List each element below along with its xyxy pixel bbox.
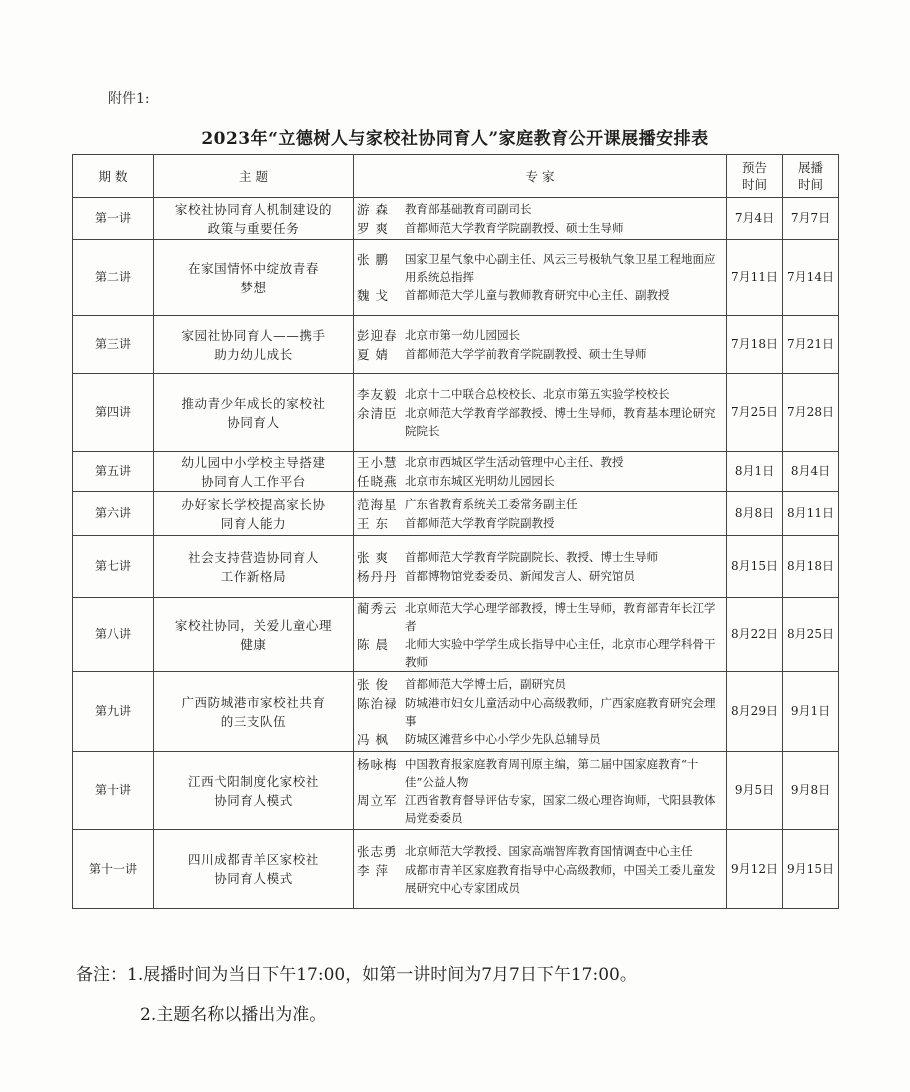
table-header-row: [73, 155, 839, 198]
cell-experts: [354, 374, 727, 452]
cell-preview-date: 8月1日: [727, 452, 783, 492]
expert-entry: [357, 599, 723, 635]
cell-experts: [354, 316, 727, 374]
expert-entry: [357, 385, 723, 404]
expert-name: 李 萍: [357, 862, 389, 878]
expert-entry: [357, 842, 723, 861]
cell-preview-date: 8月29日: [727, 672, 783, 752]
cell-period: 第十一讲: [73, 830, 154, 909]
cell-topic: [154, 492, 354, 536]
expert-entry: [357, 548, 723, 567]
topic-line: 家校社协同育人机制建设的: [174, 201, 333, 217]
table-row: [73, 830, 839, 909]
expert-title: 北京市东城区光明幼儿园园长: [405, 473, 555, 488]
cell-period: 第十讲: [73, 752, 154, 830]
expert-entry: [357, 567, 723, 586]
expert-title: 北京师范大学教育学部教授、博士生导师，教育基本理论研究院院长: [405, 406, 716, 438]
expert-title: 首都师范大学学前教育学院副教授、硕士生导师: [405, 346, 647, 361]
expert-name: 王 东: [357, 515, 389, 531]
cell-period: 第二讲: [73, 240, 154, 316]
expert-name: 任晓燕: [357, 473, 398, 489]
cell-preview-date: 7月11日: [727, 240, 783, 316]
expert-name: 王小慧: [357, 454, 398, 470]
topic-line: 社会支持营造协同育人: [187, 549, 319, 565]
header-preview-line2: 时间: [741, 177, 767, 192]
expert-entry: [357, 404, 723, 440]
expert-name: 李友毅: [357, 387, 398, 402]
header-broadcast-line2: 时间: [797, 177, 823, 192]
cell-experts: [354, 598, 727, 672]
expert-entry: [357, 635, 723, 671]
expert-entry: [357, 755, 723, 791]
cell-experts: [354, 536, 727, 598]
attachment-label: 附件1:: [108, 91, 150, 107]
expert-name: 余清臣: [357, 406, 398, 421]
expert-name: 陈 晨: [357, 636, 389, 652]
topic-line: 同育人能力: [220, 515, 287, 531]
cell-preview-date: 8月15日: [727, 536, 783, 598]
note-2: 2.主题名称以播出为准。: [140, 1005, 327, 1025]
topic-line: 广西防城港市家校社共育: [181, 694, 326, 710]
expert-title: 首都师范大学儿童与教师教育研究中心主任、副教授: [405, 288, 670, 302]
expert-name: 魏 戈: [357, 288, 389, 303]
expert-title: 防城港市妇女儿童活动中心高级教师，广西家庭教育研究会理事: [405, 695, 716, 728]
expert-title: 成都市青羊区家庭教育指导中心高级教师，中国关工委儿童发展研究中心专家团成员: [405, 862, 716, 895]
topic-line: 协同育人模式: [214, 792, 293, 808]
cell-topic: [154, 198, 354, 240]
expert-title: 教育部基础教育司副司长: [405, 201, 532, 216]
expert-name: 蔺秀云: [357, 600, 398, 616]
expert-entry: [357, 345, 723, 364]
table-row: [73, 198, 839, 240]
cell-broadcast-date: 7月14日: [783, 240, 839, 316]
expert-entry: [357, 495, 723, 514]
expert-name: 夏 婧: [357, 346, 389, 362]
expert-title: 中国教育报家庭教育周刊原主编，第二届中国家庭教育“十佳”公益人物: [405, 756, 699, 789]
expert-name: 张 鹏: [357, 252, 389, 267]
topic-line: 健康: [240, 636, 267, 652]
topic-line: 的三支队伍: [220, 713, 287, 729]
table-row: [73, 536, 839, 598]
cell-topic: [154, 316, 354, 374]
cell-period: 第五讲: [73, 452, 154, 492]
topic-line: 四川成都青羊区家校社: [187, 852, 319, 867]
cell-preview-date: 8月22日: [727, 598, 783, 672]
cell-broadcast-date: 8月11日: [783, 492, 839, 536]
expert-title: 北师大实验中学学生成长指导中心主任，北京市心理学科骨干教师: [405, 636, 716, 669]
cell-preview-date: 7月18日: [727, 316, 783, 374]
expert-name: 杨咏梅: [357, 756, 398, 772]
cell-period: 第七讲: [73, 536, 154, 598]
schedule-table: [72, 154, 839, 909]
cell-broadcast-date: 8月25日: [783, 598, 839, 672]
cell-period: 第九讲: [73, 672, 154, 752]
topic-line: 江西弋阳制度化家校社: [187, 773, 319, 789]
table-row: [73, 240, 839, 316]
table-row: [73, 492, 839, 536]
cell-topic: [154, 452, 354, 492]
expert-title: 北京市西城区学生活动管理中心主任、教授: [405, 454, 624, 469]
expert-name: 陈治禄: [357, 695, 398, 711]
expert-entry: [357, 219, 723, 238]
topic-line: 家园社协同育人——携手: [181, 327, 326, 343]
topic-line: 工作新格局: [220, 568, 287, 584]
expert-title: 广东省教育系统关工委常务副主任: [405, 496, 578, 511]
cell-period: 第三讲: [73, 316, 154, 374]
topic-line: 助力幼儿成长: [214, 346, 293, 362]
cell-experts: [354, 830, 727, 909]
note-1: 备注：1.展播时间为当日下午17:00，如第一讲时间为7月7日下午17:00。: [76, 965, 637, 985]
cell-topic: [154, 374, 354, 452]
expert-name: 周立军: [357, 792, 398, 808]
topic-line: 政策与重要任务: [207, 220, 300, 236]
expert-name: 范海星: [357, 496, 398, 512]
table-row: [73, 316, 839, 374]
notes-section: [76, 955, 637, 1035]
cell-experts: [354, 198, 727, 240]
expert-name: 罗 爽: [357, 220, 389, 236]
cell-experts: [354, 240, 727, 316]
table-row: [73, 452, 839, 492]
topic-line: 梦想: [240, 279, 267, 295]
expert-title: 国家卫星气象中心副主任、风云三号极轨气象卫星工程地面应用系统总指挥: [405, 252, 716, 284]
cell-experts: [354, 672, 727, 752]
topic-line: 办好家长学校提高家长协: [181, 496, 326, 512]
expert-title: 首都师范大学教育学院副教授: [405, 515, 555, 530]
expert-entry: [357, 472, 723, 491]
cell-period: 第四讲: [73, 374, 154, 452]
cell-broadcast-date: 7月21日: [783, 316, 839, 374]
header-preview-line1: 预告: [741, 160, 767, 175]
expert-name: 张 俊: [357, 676, 389, 692]
cell-experts: [354, 752, 727, 830]
expert-entry: [357, 326, 723, 345]
header-preview-time: [727, 155, 783, 198]
expert-title: 北京师范大学教授、国家高端智库教育国情调查中心主任: [405, 843, 693, 858]
cell-period: 第六讲: [73, 492, 154, 536]
expert-entry: [357, 514, 723, 533]
cell-broadcast-date: 9月15日: [783, 830, 839, 909]
header-period: 期 数: [73, 155, 154, 198]
cell-topic: [154, 672, 354, 752]
cell-topic: [154, 536, 354, 598]
expert-entry: [357, 250, 723, 286]
cell-broadcast-date: 7月7日: [783, 198, 839, 240]
cell-broadcast-date: 7月28日: [783, 374, 839, 452]
expert-entry: [357, 286, 723, 305]
topic-line: 幼儿园中小学校主导搭建: [181, 454, 326, 470]
expert-entry: [357, 675, 723, 694]
expert-entry: [357, 791, 723, 827]
cell-preview-date: 9月12日: [727, 830, 783, 909]
document-title: 2023年“立德树人与家校社协同育人”家庭教育公开课展播安排表: [201, 129, 709, 149]
header-topic: 主 题: [154, 155, 354, 198]
cell-topic: [154, 752, 354, 830]
expert-title: 首都博物馆党委委员、新闻发言人、研究馆员: [405, 568, 635, 583]
table-row: [73, 374, 839, 452]
expert-entry: [357, 453, 723, 472]
cell-topic: [154, 240, 354, 316]
expert-name: 杨丹丹: [357, 568, 398, 584]
cell-topic: [154, 598, 354, 672]
topic-line: 家校社协同，关爱儿童心理: [174, 617, 333, 633]
expert-entry: [357, 861, 723, 897]
expert-title: 首都师范大学教育学院副教授、硕士生导师: [405, 220, 624, 235]
expert-title: 首都师范大学教育学院副院长、教授、博士生导师: [405, 549, 658, 564]
expert-name: 张志勇: [357, 843, 398, 859]
cell-preview-date: 7月25日: [727, 374, 783, 452]
expert-title: 首都师范大学博士后，副研究员: [405, 676, 566, 691]
expert-title: 北京市第一幼儿园园长: [405, 327, 520, 342]
cell-period: 第一讲: [73, 198, 154, 240]
topic-line: 协同育人: [227, 414, 280, 430]
expert-name: 彭迎春: [357, 327, 398, 343]
header-broadcast-time: [783, 155, 839, 198]
expert-title: 北京师范大学心理学部教授，博士生导师，教育部青年长江学者: [405, 600, 716, 633]
cell-preview-date: 7月4日: [727, 198, 783, 240]
expert-name: 游 森: [357, 201, 389, 217]
topic-line: 在家国情怀中绽放青春: [187, 260, 319, 276]
topic-line: 协同育人模式: [214, 871, 293, 886]
header-experts: 专 家: [354, 155, 727, 198]
cell-experts: [354, 452, 727, 492]
expert-entry: [357, 200, 723, 219]
cell-preview-date: 9月5日: [727, 752, 783, 830]
table-row: [73, 752, 839, 830]
expert-entry: [357, 730, 723, 749]
expert-entry: [357, 694, 723, 730]
cell-broadcast-date: 8月4日: [783, 452, 839, 492]
cell-experts: [354, 492, 727, 536]
expert-name: 冯 枫: [357, 731, 389, 747]
expert-title: 防城区滩营乡中心小学少先队总辅导员: [405, 731, 601, 746]
table-row: [73, 598, 839, 672]
cell-broadcast-date: 9月1日: [783, 672, 839, 752]
header-broadcast-line1: 展播: [797, 160, 823, 175]
expert-name: 张 爽: [357, 549, 389, 565]
cell-broadcast-date: 8月18日: [783, 536, 839, 598]
cell-topic: [154, 830, 354, 909]
cell-preview-date: 8月8日: [727, 492, 783, 536]
cell-period: 第八讲: [73, 598, 154, 672]
table-row: [73, 672, 839, 752]
topic-line: 协同育人工作平台: [201, 473, 306, 489]
expert-title: 江西省教育督导评估专家，国家二级心理咨询师，弋阳县教体局党委委员: [405, 792, 716, 825]
expert-title: 北京十二中联合总校校长、北京市第五实验学校校长: [405, 387, 670, 401]
cell-broadcast-date: 9月8日: [783, 752, 839, 830]
topic-line: 推动青少年成长的家校社: [181, 395, 326, 411]
